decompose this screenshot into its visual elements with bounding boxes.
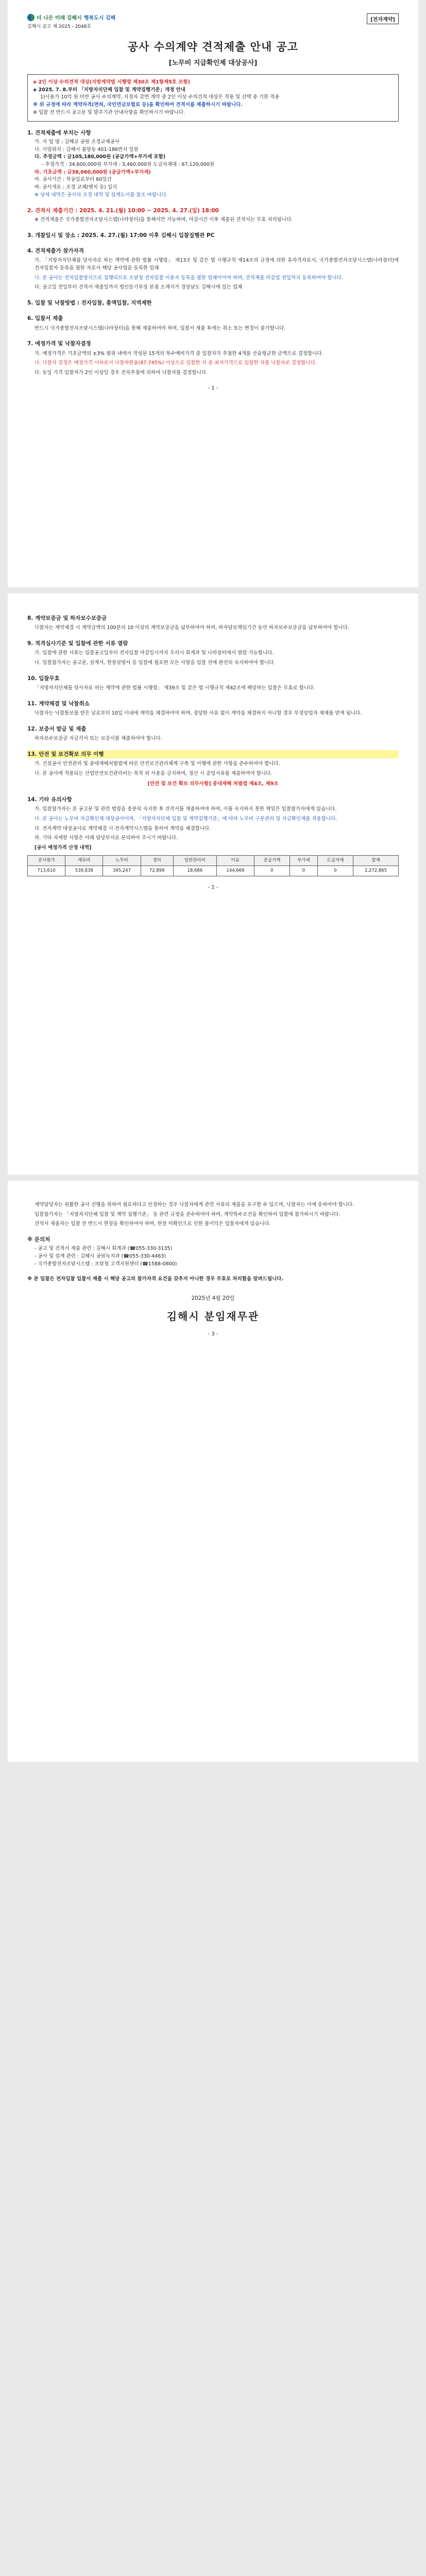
table-header-cell: 부가세 xyxy=(289,855,317,866)
section-title: 4. 견적제출가 참가자격 xyxy=(27,247,84,254)
section-title: 10. 입찰무효 xyxy=(27,675,60,682)
section-title: 9. 적격심사기준 및 입찰에 관한 서류 열람 xyxy=(27,640,128,647)
section-title: 14. 기타 유의사항 xyxy=(27,796,72,803)
section-paragraph: 계약담당자는 원활한 공사 진행을 위하여 필요하다고 인정하는 경우 낙찰자에게 관련 서류의 제출을 요구할 수 있으며, 낙찰자는 이에 응하여야 합니다. xyxy=(35,1202,354,1208)
section-paragraph: 나. 본 공사는 전자입찰방식으로 집행되므로 조달청 전자입찰 이용자 등록을 필한 업체이어야 하며, 견적제출 마감일 전일까지 등록하여야 합니다. xyxy=(35,275,343,281)
section-11 xyxy=(27,700,399,718)
header-row xyxy=(27,13,399,29)
section-3 xyxy=(27,231,399,240)
closing-section xyxy=(27,1201,399,1228)
section-paragraph: 가. 건설공사 안전관리 및 중대재해처벌법에 따른 안전보건관리체계 구축 및 이행에 관한 사항을 준수하여야 합니다. xyxy=(35,760,280,767)
table-row xyxy=(28,866,399,876)
page-number: - 3 - xyxy=(208,1331,218,1337)
section-paragraph: 하자보수보증금 지급각서 또는 보증서를 제출하여야 합니다. xyxy=(35,735,162,741)
section-13 xyxy=(27,750,399,788)
table-header-cell: 이윤 xyxy=(216,855,254,866)
closing-note: ※ 본 입찰은 전자입찰 입찰서 제출 시 해당 공고의 참가자격 요건을 갖추지 아니한 경우 무효로 처리함을 알려드립니다. xyxy=(27,1276,284,1282)
section-7 xyxy=(27,340,399,377)
contact-line: - 공사 및 설계 관련 : 김해시 공원녹지과 (☎055-330-4463) xyxy=(35,1253,166,1260)
table-cell: 0 xyxy=(254,866,289,876)
section-title: 8. 계약보증금 및 하자보수보증금 xyxy=(27,615,107,621)
table-header-row xyxy=(28,855,399,866)
contact-line: - 공고 및 견적서 제출 관련 : 김해시 회계과 (☎055-330-3135) xyxy=(35,1246,173,1252)
section-paragraph: 반드시 국가종합전자조달시스템(나라장터)을 통해 제출하여야 하며, 입찰서 제출 후에는 취소 또는 변경이 불가합니다. xyxy=(35,325,286,331)
section-paragraph: 나. 낙찰자 결정은 예정가격 이하로서 낙찰하한율(87.745%) 이상으로 입찰한 자 중 최저가격으로 입찰한 자를 낙찰자로 결정합니다. xyxy=(35,360,317,366)
section-paragraph: 낙찰자는 계약체결 시 계약금액의 100분의 10 이상의 계약보증금을 납부하여야 하며, 하자담보책임기간 동안 하자보수보증금을 납부하여야 합니다. xyxy=(35,625,349,631)
section-9 xyxy=(27,639,399,667)
section-paragraph: 나. 본 공사에 적용되는 산업안전보건관리비는 목적 외 사용을 금지하며, 정산 시 증빙서류를 제출하여야 합니다. xyxy=(35,770,272,776)
section-item: 라. 기초금액 : 금38,060,000원 (공급가액+부가세) xyxy=(35,169,151,175)
section-6 xyxy=(27,314,399,332)
issuing-org: 김해시 분임재무관 xyxy=(166,1310,260,1323)
notice-box xyxy=(27,74,399,122)
section-5 xyxy=(27,299,399,307)
logo-sub: 행복도시 김해 xyxy=(83,15,116,21)
section-4 xyxy=(27,247,399,292)
section-paragraph: 가. 「지방자치단체를 당사자로 하는 계약에 관한 법률 시행령」 제13조 및 같은 법 시행규칙 제14조의 규정에 의한 유자격자로서, 국가종합전자조달시스템(나라장터)에 전자입찰자 등록을 필한 자로서 해당 공사업을 등록한 업체 xyxy=(35,258,399,271)
section-item: 나. 사업위치 : 김해시 불암동 401-186번지 일원 xyxy=(35,146,139,152)
section-paragraph: 가. 예정가격은 기초금액의 ±3% 범위 내에서 작성된 15개의 복수예비가격 중 입찰자가 추첨한 4개를 산술평균한 금액으로 결정합니다. xyxy=(35,350,323,357)
table-title: [공사 예정가격 산정 내역] xyxy=(35,845,92,851)
table-cell: 539,838 xyxy=(65,866,103,876)
section-note: ※ 상세 내역은 공사의 조경 내역 및 설계도서를 참조 바랍니다. xyxy=(35,192,168,198)
table-header-cell: 공급가액 xyxy=(254,855,289,866)
section-item: 가. 사 업 명 : 김해교 공원 조경교체공사 xyxy=(35,139,120,145)
contact-title: ※ 문의처 xyxy=(27,1236,50,1243)
city-logo xyxy=(27,13,115,21)
section-paragraph: 입찰참가자는 「지방자치단체 입찰 및 계약 집행기준」 등 관련 규정을 준수하여야 하며, 계약특수조건을 확인하여 입찰에 참가하시기 바랍니다. xyxy=(35,1211,340,1217)
section-title: 11. 계약체결 및 낙찰취소 xyxy=(27,700,90,707)
page-subtitle: [노무비 지급확인제 대상공사] xyxy=(168,59,258,67)
table-cell: 0 xyxy=(317,866,353,876)
page-1 xyxy=(8,0,418,587)
section-paragraph: 라. 기타 자세한 사항은 아래 담당부서로 문의하여 주시기 바랍니다. xyxy=(35,835,178,841)
section-title: 1. 견적제출에 부치는 사항 xyxy=(27,129,91,136)
table-cell: 0 xyxy=(289,866,317,876)
table-cell: 18,686 xyxy=(173,866,216,876)
page-title: 공사 수의계약 견적제출 안내 공고 xyxy=(127,41,299,53)
section-title: 2. 견적서 제출기간 : 2025. 4. 21.(월) 10:00 ~ 2025. 4. 27.(일) 18:00 xyxy=(27,207,219,214)
safety-caution: [안전 및 보건 확보 의무사항] 중대재해 처벌법 제4조, 제9조 xyxy=(147,781,279,787)
section-title: 5. 입찰 및 낙찰방법 : 전자입찰, 총액입찰, 지역제한 xyxy=(27,300,152,306)
section-paragraph: 「지방자치단체를 당사자로 하는 계약에 관한 법률 시행령」 제39조 및 같은 법 시행규칙 제42조에 해당하는 입찰은 무효로 합니다. xyxy=(35,685,315,691)
section-item: 다. 추정금액 : 금105,180,000원 (공급가액+부가세 포함) xyxy=(35,154,166,160)
section-note: ※ 견적제출은 국가종합전자조달시스템(나라장터)을 통해서만 가능하며, 마감시간 이후 제출된 견적서는 무효 처리됩니다. xyxy=(35,216,293,223)
section-1 xyxy=(27,129,399,199)
section-14 xyxy=(27,795,399,876)
section-10 xyxy=(27,674,399,692)
doc-type-badge: [전자계약] xyxy=(367,13,399,24)
notice-line: ◈ 2025. 7. 8.부터 「지방자치단체 입찰 및 계약집행기준」개정 안내 xyxy=(33,87,185,93)
section-title: 13. 안전 및 보건확보 의무 이행 xyxy=(27,750,399,758)
table-cell: 2,272,865 xyxy=(353,866,398,876)
notice-line: ※ 입찰 전 반드시 공고문 및 발주기관 안내사항을 확인하시기 바랍니다. xyxy=(33,109,185,115)
table-header-cell: 도급자재 xyxy=(317,855,353,866)
page-2 xyxy=(8,587,418,1175)
page-number: - 2 - xyxy=(208,885,218,891)
table-header-cell: 합계 xyxy=(353,855,398,866)
contact-line: - 국가종합전자조달시스템 : 조달청 고객지원센터 (☎1588-0800) xyxy=(35,1261,177,1267)
section-item: - 추정가격 : 34,600,000원 부가세 : 3,460,000원 도급자재대 : 67,120,000원 xyxy=(42,162,214,168)
table-cell: 395,247 xyxy=(103,866,141,876)
section-paragraph: 다. 공고일 전일부터 견적서 제출일까지 법인등기부상 본점 소재지가 경상남도 김해시에 있는 업체 xyxy=(35,284,243,291)
table-cell: 144,669 xyxy=(216,866,254,876)
section-2 xyxy=(27,207,399,224)
city-logo-icon xyxy=(27,14,35,21)
doc-number: 김해시 공고 제 2025 - 2048호 xyxy=(27,24,92,29)
notice-line: 1)사용가 10억 원 미만 공사 수의계약, 지정자 감면 계약 중 2인 이상 수의견적 대상은 적용 및 선택 중 기한 적용 xyxy=(40,94,280,100)
section-paragraph: 낙찰자는 낙찰통보를 받은 날로부터 10일 이내에 계약을 체결하여야 하며, 정당한 사유 없이 계약을 체결하지 아니할 경우 부정당업자 제재를 받게 됩니다. xyxy=(35,710,362,716)
table-cell: 72,899 xyxy=(141,866,173,876)
cost-table xyxy=(27,855,399,876)
section-paragraph: 견적서 제출자는 입찰 전 반드시 현장을 확인하여야 하며, 현장 미확인으로 인한 불이익은 입찰자에게 있습니다. xyxy=(35,1221,271,1227)
section-item: 바. 공사개요 : 조경 교체(벤치 등) 일식 xyxy=(35,184,117,191)
notice-line: ※ 위 규정에 따라 계약자격(면허, 국민연금보험료 등)을 확인하여 견적서를 제출하시기 바랍니다. xyxy=(33,102,243,108)
section-12 xyxy=(27,725,399,743)
section-title: 6. 입찰서 제출 xyxy=(27,315,63,322)
table-header-cell: 노무비 xyxy=(103,855,141,866)
section-paragraph: 다. 동일 가격 입찰자가 2인 이상일 경우 전자추첨에 의하여 낙찰자를 결정합니다. xyxy=(35,369,208,376)
logo-text: 더 나은 미래 김해시 xyxy=(37,15,82,21)
section-paragraph: 나. 본 공사는 노무비 지급확인제 대상공사이며, 「지방자치단체 입찰 및 계약집행기준」에 따라 노무비 구분관리 및 지급확인제를 적용합니다. xyxy=(35,816,337,822)
section-8 xyxy=(27,614,399,632)
page-number: - 1 - xyxy=(208,385,218,391)
section-item: 마. 공사기간 : 착공일로부터 60일간 xyxy=(35,177,112,183)
table-header-cell: 재료비 xyxy=(65,855,103,866)
notice-line: ◈ 2인 이상 수의견적 대상(지방계약법 시행령 제30조 제1항제5호 조항) xyxy=(33,79,190,85)
section-title: 12. 보증서 발급 및 제출 xyxy=(27,725,87,732)
section-paragraph: 가. 입찰참가자는 본 공고문 및 관련 법령을 충분히 숙지한 후 견적서를 제출하여야 하며, 이를 숙지하지 못한 책임은 입찰참가자에게 있습니다. xyxy=(35,806,337,812)
section-title: 7. 예정가격 및 낙찰자결정 xyxy=(27,341,91,347)
table-cell: 713,610 xyxy=(28,866,65,876)
section-paragraph: 가. 입찰에 관한 서류는 입찰공고일부터 전자입찰 마감일시까지 우리시 회계과 및 나라장터에서 열람 가능합니다. xyxy=(35,650,274,656)
table-header-cell: 일반관리비 xyxy=(173,855,216,866)
contact-section xyxy=(27,1235,399,1268)
table-header-cell: 경비 xyxy=(141,855,173,866)
section-title: 3. 개찰일시 및 장소 : 2025. 4. 27.(월) 17:00 이후 김해시 입찰집행관 PC xyxy=(27,232,215,239)
page-3 xyxy=(8,1175,418,1762)
notice-date: 2025년 4월 20일 xyxy=(191,1295,235,1302)
section-paragraph: 나. 입찰참가자는 공고문, 설계서, 현장설명서 등 입찰에 필요한 모든 사항을 입찰 전에 완전히 숙지하여야 합니다. xyxy=(35,659,276,666)
section-paragraph: 다. 전자계약 대상공사로 계약체결 시 전자계약시스템을 통하여 계약을 체결합니다. xyxy=(35,825,211,832)
table-header-cell: 공사원가 xyxy=(28,855,65,866)
